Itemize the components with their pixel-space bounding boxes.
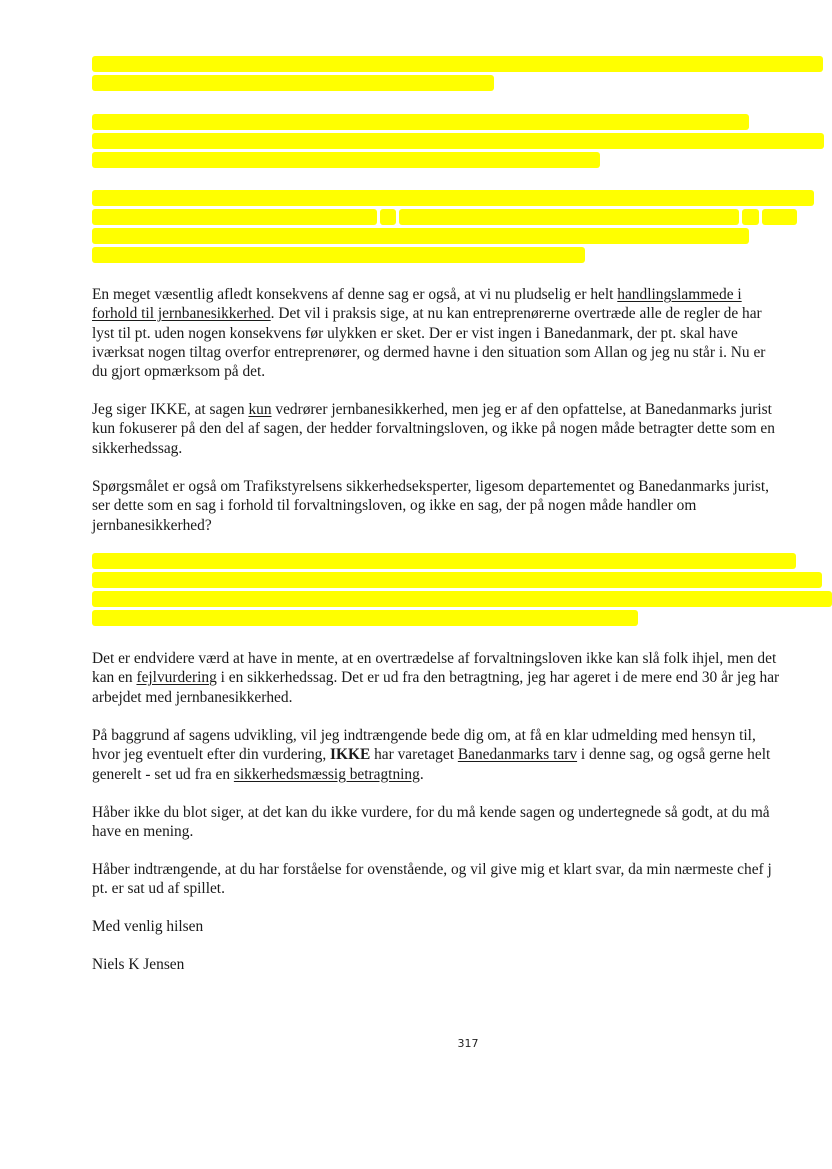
underlined-phrase: sikkerhedsmæssig betragtning <box>233 765 420 783</box>
redaction-bar <box>92 190 814 206</box>
text-fragment: Jeg siger IKKE, at sagen <box>92 401 249 418</box>
text-fragment: generelt - set ud fra en <box>92 765 234 783</box>
text-line: arbejdet med jernbanesikkerhed. <box>92 688 293 706</box>
paragraph-consequence <box>92 285 832 381</box>
text-line: Håber ikke du blot siger, at det kan du ikke vurdere, for du må kende sagen og undertegnede så godt, at du må <box>92 804 770 821</box>
text-line: ser dette som en sag i forhold til forvaltningsloven, og ikke en sag, der på nogen måde handler om <box>92 497 697 515</box>
redaction-bar <box>92 56 823 72</box>
text-fragment: i denne sag, og også gerne helt <box>577 746 771 764</box>
text-line: Spørgsmålet er også om Trafikstyrelsens sikkerhedseksperter, ligesom departementet og Banedanmarks jurist, <box>92 478 769 495</box>
text-fragment: vedrører jernbanesikkerhed, men jeg er af den opfattelse, at Banedanmarks jurist <box>271 401 772 418</box>
redaction-bar <box>92 228 749 244</box>
underlined-phrase: forhold til jernbanesikkerhed <box>92 305 271 323</box>
text-line: iværksat nogen tiltag overfor entreprenører, og dermed havne i den situation som Allan og jeg nu står i. Nu er <box>92 343 766 361</box>
text-fragment: i en sikkerhedssag. Det er ud fra den betragtning, jeg har ageret i de mere end 30 år jeg har <box>216 669 780 687</box>
underlined-phrase: kun <box>248 401 272 418</box>
redaction-bar <box>762 209 797 225</box>
redaction-bar <box>92 572 822 588</box>
underlined-phrase: Banedanmarks tarv <box>457 746 578 764</box>
text-fragment: En meget væsentlig afledt konsekvens af denne sag er også, at vi nu pludselig er helt <box>92 286 618 303</box>
underlined-phrase: handlingslammede i <box>617 286 742 303</box>
redaction-bar <box>92 75 494 91</box>
redaction-bar <box>742 209 759 225</box>
text-fragment: . Det vil i praksis sige, at nu kan entreprenørerne overtræde alle de regler de har <box>270 305 762 323</box>
redaction-bar <box>380 209 396 225</box>
paragraph-request <box>92 726 832 784</box>
redaction-bar <box>92 209 377 225</box>
redaction-bar <box>92 152 600 168</box>
paragraph-question <box>92 477 832 535</box>
closing-text: Med venlig hilsen <box>92 918 204 935</box>
text-line: du gjort opmærksom på det. <box>92 363 266 381</box>
redaction-bar <box>92 591 832 607</box>
text-line: have en mening. <box>92 823 194 841</box>
text-line: På baggrund af sagens udvikling, vil jeg indtrængende bede dig om, at få en klar udmelding med hensyn til, <box>92 727 756 744</box>
text-line: Det er endvidere værd at have in mente, at en overtrædelse af forvaltningsloven ikke kan slå folk ihjel, men det <box>92 650 777 667</box>
redaction-bar <box>399 209 739 225</box>
text-line: Håber indtrængende, at du har forståelse for ovenstående, og vil give mig et klart svar, da min nærmeste chef j <box>92 861 772 878</box>
underlined-phrase: fejlvurdering <box>136 669 217 687</box>
redaction-bar <box>92 610 638 626</box>
redaction-bar <box>92 247 585 263</box>
page-number: 317 <box>457 1037 479 1050</box>
text-fragment: kan en <box>92 669 137 687</box>
text-line: sikkerhedssag. <box>92 439 183 457</box>
text-line: lyst til pt. uden nogen konsekvens før ulykken er sket. Der er vist ingen i Banedanmark, der pt. skal have <box>92 324 738 342</box>
bold-phrase: IKKE <box>330 746 371 764</box>
signature-name: Niels K Jensen <box>92 956 185 973</box>
paragraph-mind <box>92 649 832 707</box>
text-fragment: har varetaget <box>370 746 458 764</box>
text-line: kun fokuserer på den del af sagen, der hedder forvaltningsloven, og ikke på nogen måde betragter dette som en <box>92 420 775 438</box>
closing <box>92 917 832 936</box>
signature <box>92 955 832 974</box>
paragraph-hope-1 <box>92 803 832 842</box>
text-line: jernbanesikkerhed? <box>92 516 212 534</box>
redaction-bar <box>92 133 824 149</box>
text-fragment: . <box>419 765 424 783</box>
text-line: pt. er sat ud af spillet. <box>92 880 225 898</box>
redaction-bar <box>92 114 749 130</box>
text-fragment: hvor jeg eventuelt efter din vurdering, <box>92 746 331 764</box>
redaction-bar <box>92 553 796 569</box>
paragraph-ikke <box>92 400 832 458</box>
paragraph-hope-2 <box>92 860 832 899</box>
